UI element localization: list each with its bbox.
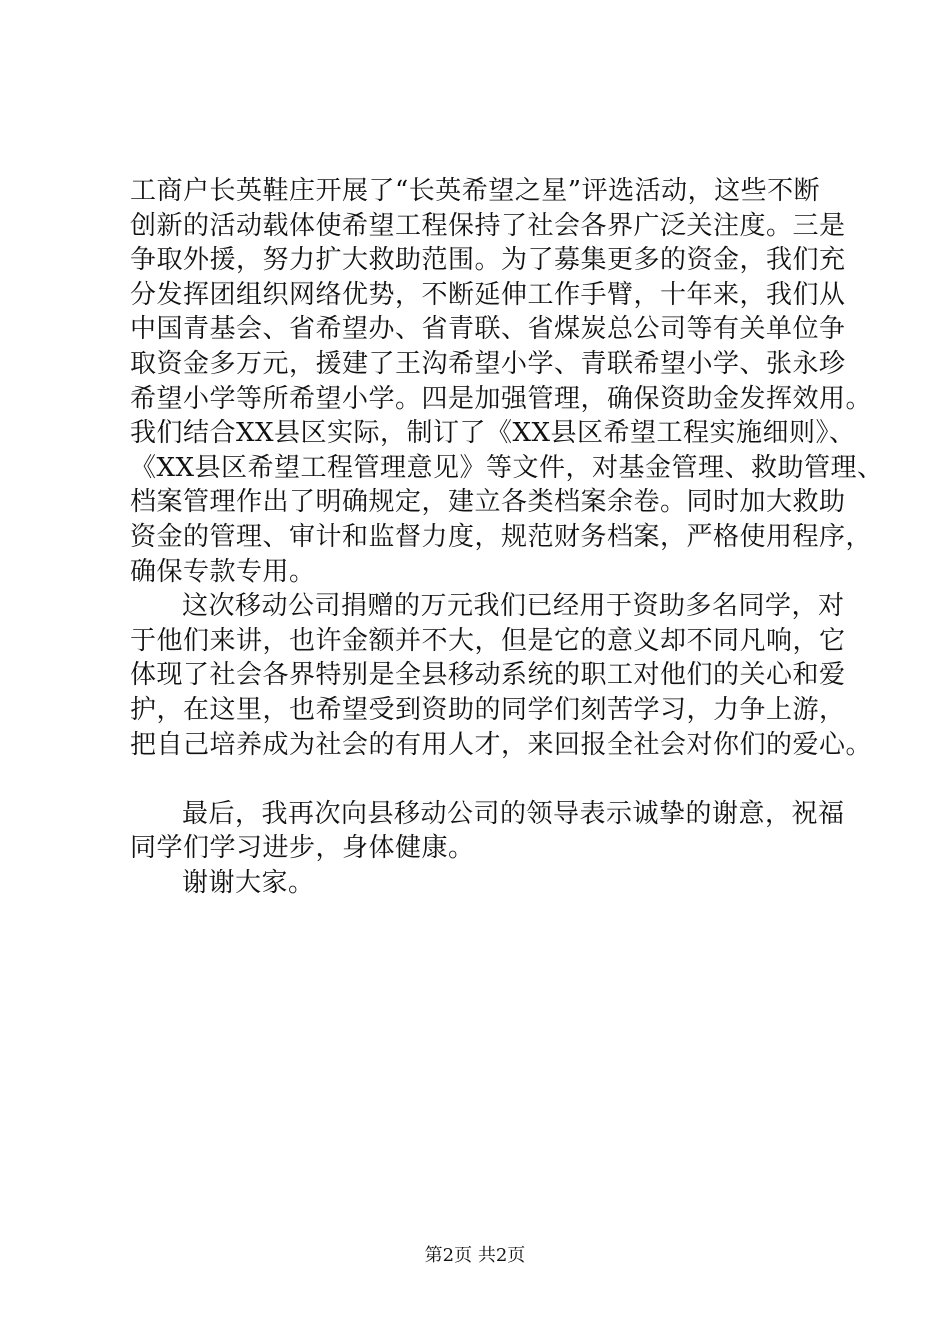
paragraph-closing <box>130 797 850 866</box>
text-line: 希望小学等所希望小学。四是加强管理，确保资助金发挥效用。 <box>130 383 873 414</box>
document-body <box>130 174 884 900</box>
text-line: 把自己培养成为社会的有用人才，来回报全社会对你们的爱心。 <box>130 729 873 760</box>
text-line: 同学们学习进步，身体健康。 <box>130 833 475 864</box>
paragraph-spacer <box>130 762 850 797</box>
text-line: 谢谢大家。 <box>182 867 315 898</box>
paragraph-donation <box>130 589 873 762</box>
text-line: 《XX县区希望工程管理意见》等文件，对基金管理、救助管理、 <box>130 452 884 483</box>
paragraph-relief-work <box>130 174 884 589</box>
text-line: 护，在这里，也希望受到资助的同学们刻苦学习，力争上游， <box>130 694 846 725</box>
text-line: 取资金多万元，援建了王沟希望小学、青联希望小学、张永珍 <box>130 348 846 379</box>
text-line: 于他们来讲，也许金额并不大，但是它的意义却不同凡响，它 <box>130 625 846 656</box>
text-line: 争取外援，努力扩大救助范围。为了募集更多的资金，我们充 <box>130 245 846 276</box>
text-line: 资金的管理、审计和监督力度，规范财务档案，严格使用程序， <box>130 521 873 552</box>
text-line: 创新的活动载体使希望工程保持了社会各界广泛关注度。三是 <box>130 210 846 241</box>
text-line: 档案管理作出了明确规定，建立各类档案余卷。同时加大救助 <box>130 487 846 518</box>
text-line: 我们结合XX县区实际，制订了《XX县区希望工程实施细则》、 <box>130 418 856 449</box>
paragraph-thanks <box>130 866 850 901</box>
page-footer: 第2页 共2页 <box>424 1245 526 1266</box>
text-line: 确保专款专用。 <box>130 556 316 587</box>
text-line: 工商户长英鞋庄开展了“长英希望之星”评选活动，这些不断 <box>130 176 821 206</box>
text-line: 体现了社会各界特别是全县移动系统的职工对他们的关心和爱 <box>130 660 846 691</box>
text-line: 中国青基会、省希望办、省青联、省煤炭总公司等有关单位争 <box>130 314 846 345</box>
text-line: 最后，我再次向县移动公司的领导表示诚挚的谢意，祝福 <box>182 798 845 829</box>
text-line: 分发挥团组织网络优势，不断延伸工作手臂，十年来，我们从 <box>130 279 846 310</box>
text-line: 这次移动公司捐赠的万元我们已经用于资助多名同学，对 <box>182 591 845 622</box>
